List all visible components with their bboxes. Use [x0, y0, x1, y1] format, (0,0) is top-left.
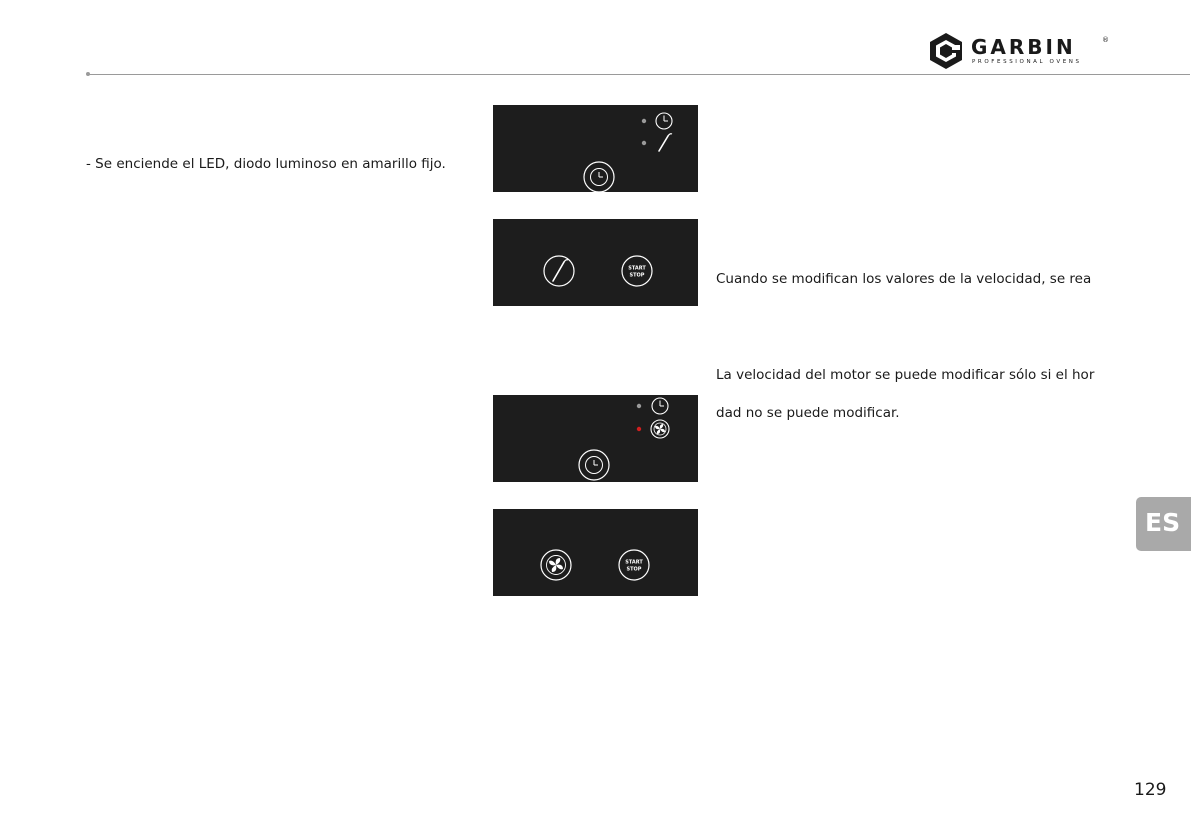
clock-icon	[656, 113, 672, 129]
language-tab	[1136, 497, 1191, 551]
clock-icon	[652, 398, 668, 414]
led-note: - Se enciende el LED, diodo luminoso en amarillo fijo.	[86, 156, 446, 172]
right-paragraph-3	[716, 405, 1106, 421]
control-panel-clock-probe	[493, 105, 698, 192]
stop-label: STOP	[626, 566, 642, 573]
brand-name: GARBIN	[971, 35, 1076, 59]
indicator-led-probe	[642, 141, 646, 145]
indicator-led-clock	[642, 119, 646, 123]
right-paragraph-1	[716, 271, 1106, 287]
probe-button[interactable]	[544, 256, 574, 286]
clock-knob-icon	[584, 162, 614, 192]
clock-knob-icon	[579, 450, 609, 480]
fan-button[interactable]	[541, 550, 571, 580]
stop-label: STOP	[629, 272, 645, 279]
start-label: START	[625, 559, 643, 566]
start-stop-button[interactable]	[622, 256, 652, 286]
brand-tagline: PROFESSIONAL OVENS	[972, 59, 1082, 65]
probe-icon	[659, 134, 672, 151]
brand-registered-mark: ®	[1102, 36, 1109, 44]
language-tab-label: ES	[1145, 508, 1181, 537]
fan-icon	[651, 420, 669, 438]
page-number: 129	[1134, 780, 1167, 800]
control-panel-clock-fan	[493, 395, 698, 482]
control-panel-fan-start	[493, 509, 698, 596]
start-stop-button[interactable]	[619, 550, 649, 580]
right-paragraph-2	[716, 367, 1106, 383]
start-label: START	[628, 265, 646, 272]
right-text-line-3: dad no se puede modificar.	[716, 405, 900, 421]
header-rule	[88, 74, 1190, 75]
right-text-line-2: La velocidad del motor se puede modificar sólo si el hor	[716, 367, 1095, 383]
indicator-led-clock	[637, 404, 641, 408]
garbin-hexagon-mark-icon	[927, 32, 965, 70]
control-panel-probe-start	[493, 219, 698, 306]
garbin-logo	[927, 32, 1112, 72]
right-text-line-1: Cuando se modifican los valores de la velocidad, se rea	[716, 271, 1092, 287]
indicator-led-fan-active	[637, 427, 641, 431]
